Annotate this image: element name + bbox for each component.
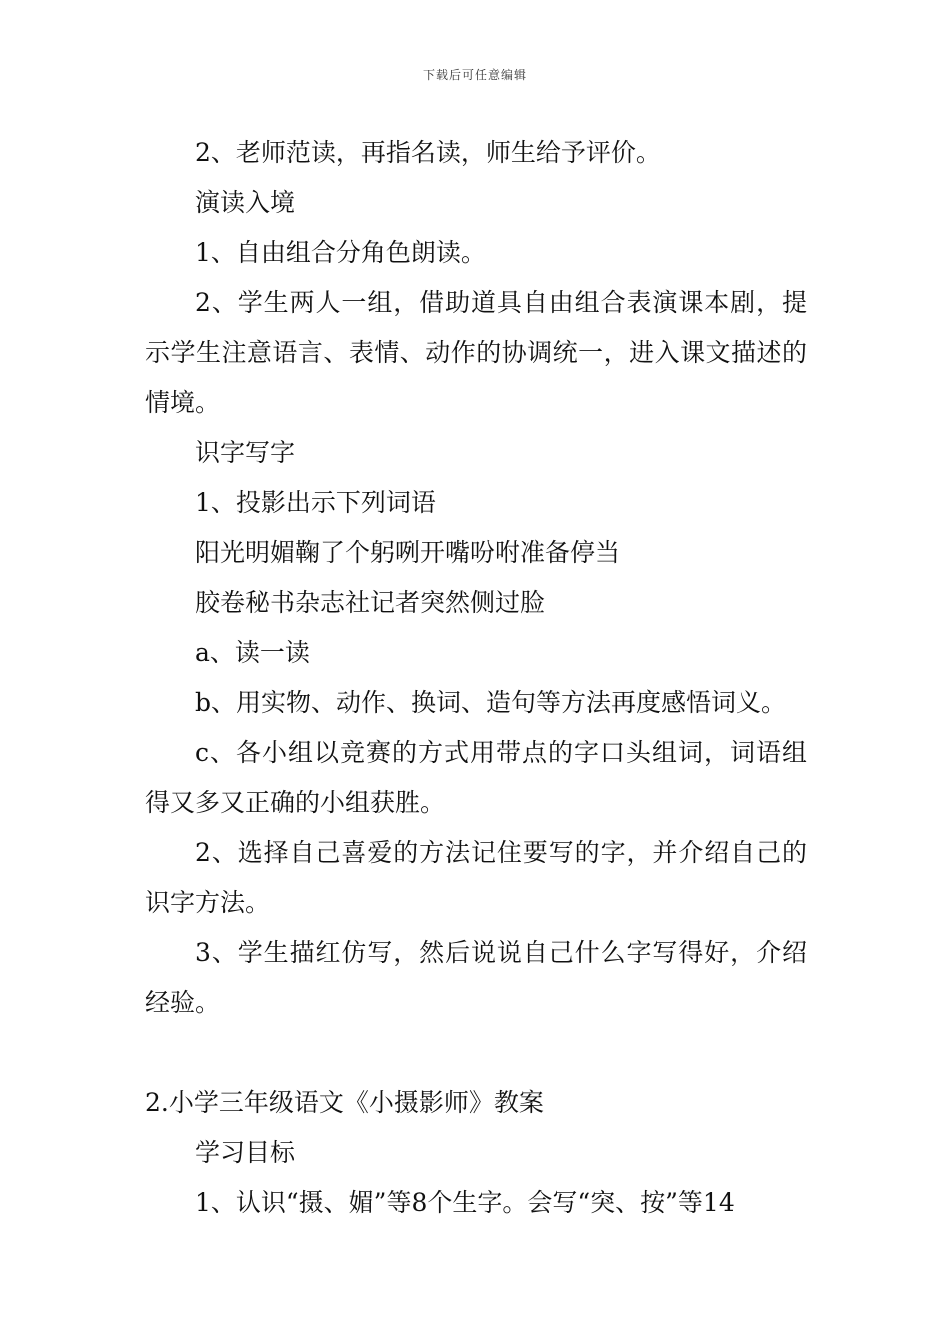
word-list-line: 胶卷秘书杂志社记者突然侧过脸	[195, 588, 546, 617]
paragraph: b、用实物、动作、换词、造句等方法再度感悟词义。	[195, 688, 787, 717]
section-spacer	[145, 1028, 807, 1078]
section-title: 2.小学三年级语文《小摄影师》教案	[145, 1088, 544, 1117]
paragraph: 3、学生描红仿写，然后说说自己什么字写得好，介绍经验。	[145, 938, 807, 1017]
subheading: 演读入境	[195, 188, 296, 217]
subheading: 识字写字	[195, 438, 296, 467]
paragraph: 1、自由组合分角色朗读。	[195, 238, 486, 267]
paragraph: 1、投影出示下列词语	[195, 488, 436, 517]
paragraph: 1、认识“摄、媚”等8个生字。会写“突、按”等14	[195, 1188, 735, 1217]
subheading: 学习目标	[195, 1138, 296, 1167]
paragraph: a、读一读	[195, 638, 310, 667]
page-header-note: 下载后可任意编辑	[422, 68, 527, 82]
word-list-line: 阳光明媚鞠了个躬咧开嘴吩咐准备停当	[195, 538, 621, 567]
paragraph: c、各小组以竞赛的方式用带点的字口头组词，词语组得又多又正确的小组获胜。	[145, 738, 807, 817]
document-body	[145, 128, 807, 1228]
paragraph: 2、学生两人一组，借助道具自由组合表演课本剧，提示学生注意语言、表情、动作的协调统一，进入课文描述的情境。	[145, 288, 807, 417]
paragraph: 2、老师范读，再指名读，师生给予评价。	[195, 138, 661, 167]
paragraph: 2、选择自己喜爱的方法记住要写的字，并介绍自己的识字方法。	[145, 838, 807, 917]
